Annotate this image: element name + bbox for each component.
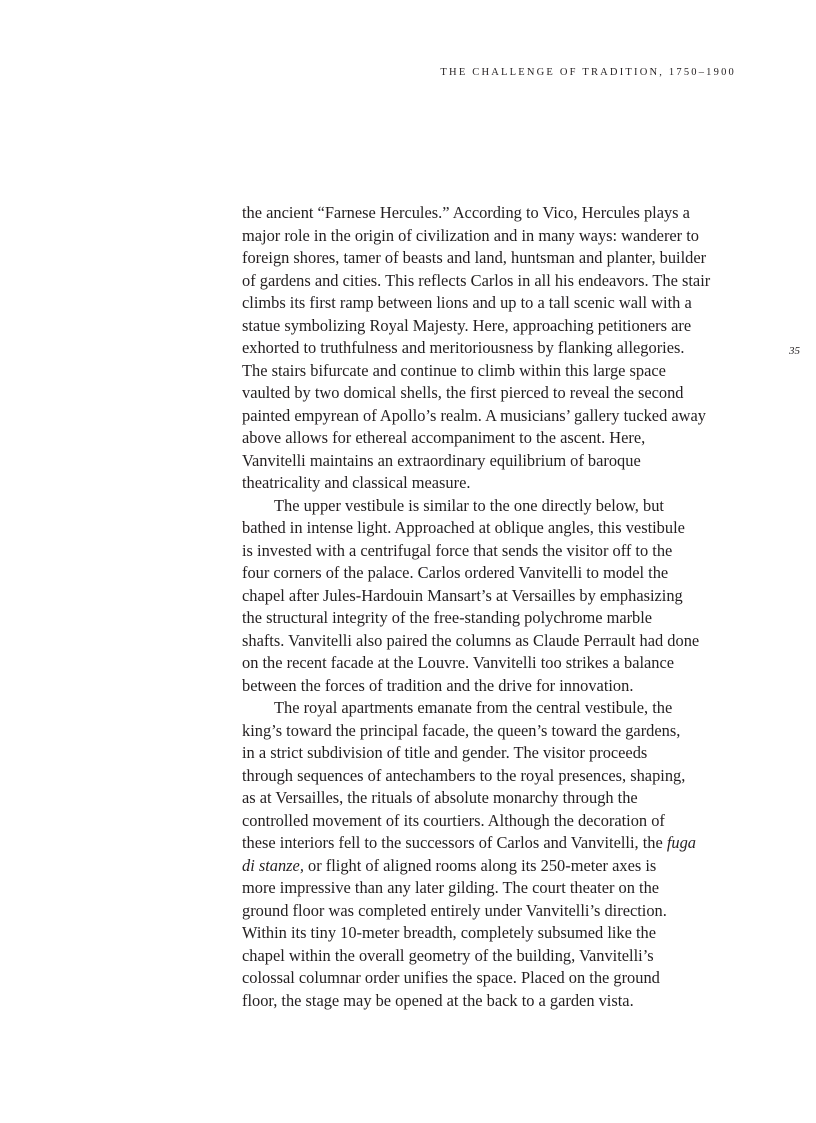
italic-term: fuga — [666, 833, 696, 852]
text-line: in a strict subdivision of title and gender. The visitor proceeds — [242, 743, 648, 762]
text-line: vaulted by two domical shells, the first pierced to reveal the second — [242, 383, 684, 402]
text-line: of gardens and cities. This reflects Carlos in all his endeavors. The stair — [242, 270, 711, 290]
text-line: colossal columnar order unifies the space. Placed on the ground — [242, 968, 660, 987]
text-line: foreign shores, tamer of beasts and land, huntsman and planter, builder — [242, 248, 707, 267]
text-line: is invested with a centrifugal force that sends the visitor off to the — [242, 540, 673, 560]
text-line — [242, 855, 742, 878]
text-segment: these interiors fell to the successors of Carlos and Vanvitelli, the — [242, 833, 663, 852]
body-text — [242, 202, 742, 1012]
text-line: Within its tiny 10-meter breadth, completely subsumed like the — [242, 923, 657, 942]
text-line: on the recent facade at the Louvre. Vanvitelli too strikes a balance — [242, 653, 675, 672]
text-line: chapel within the overall geometry of the building, Vanvitelli’s — [242, 945, 654, 965]
text-line: statue symbolizing Royal Majesty. Here, approaching petitioners are — [242, 315, 692, 335]
text-line: king’s toward the principal facade, the queen’s toward the gardens, — [242, 720, 681, 740]
text-line: more impressive than any later gilding. The court theater on the — [242, 878, 660, 897]
text-line: Vanvitelli maintains an extraordinary equilibrium of baroque — [242, 450, 641, 470]
text-line: through sequences of antechambers to the royal presences, shaping, — [242, 765, 686, 785]
text-line: major role in the origin of civilization and in many ways: wanderer to — [242, 225, 699, 245]
text-line: floor, the stage may be opened at the back to a garden vista. — [242, 990, 634, 1010]
text-line: shafts. Vanvitelli also paired the columns as Claude Perrault had done — [242, 630, 700, 650]
paragraph-first-line: The upper vestibule is similar to the one directly below, but — [274, 495, 664, 515]
paragraph-first-line: The royal apartments emanate from the central vestibule, the — [274, 698, 673, 717]
text-line: four corners of the palace. Carlos ordered Vanvitelli to model the — [242, 563, 669, 582]
text-line — [242, 832, 742, 855]
text-line: theatricality and classical measure. — [242, 473, 471, 492]
italic-term: di stanze, — [242, 855, 304, 875]
text-line: chapel after Jules-Hardouin Mansart’s at Versailles by emphasizing — [242, 585, 683, 605]
text-line: above allows for ethereal accompaniment to the ascent. Here, — [242, 428, 646, 447]
text-line: climbs its first ramp between lions and up to a tall scenic wall with a — [242, 293, 692, 312]
text-line: bathed in intense light. Approached at oblique angles, this vestibule — [242, 518, 685, 537]
text-line: controlled movement of its courtiers. Although the decoration of — [242, 810, 665, 830]
text-line: the structural integrity of the free-standing polychrome marble — [242, 608, 653, 627]
running-head: THE CHALLENGE OF TRADITION, 1750–1900 — [440, 67, 736, 78]
text-line: The stairs bifurcate and continue to climb within this large space — [242, 360, 666, 380]
text-line: between the forces of tradition and the drive for innovation. — [242, 675, 634, 695]
text-segment: or flight of aligned rooms along its 250-meter axes is — [308, 855, 657, 875]
text-line: ground floor was completed entirely under Vanvitelli’s direction. — [242, 900, 667, 920]
text-line: the ancient “Farnese Hercules.” According to Vico, Hercules plays a — [242, 203, 690, 222]
text-line: painted empyrean of Apollo’s realm. A musicians’ gallery tucked away — [242, 405, 706, 425]
text-line: as at Versailles, the rituals of absolute monarchy through the — [242, 788, 638, 807]
page-number: 35 — [789, 345, 800, 357]
text-line: exhorted to truthfulness and meritoriousness by flanking allegories. — [242, 338, 685, 357]
